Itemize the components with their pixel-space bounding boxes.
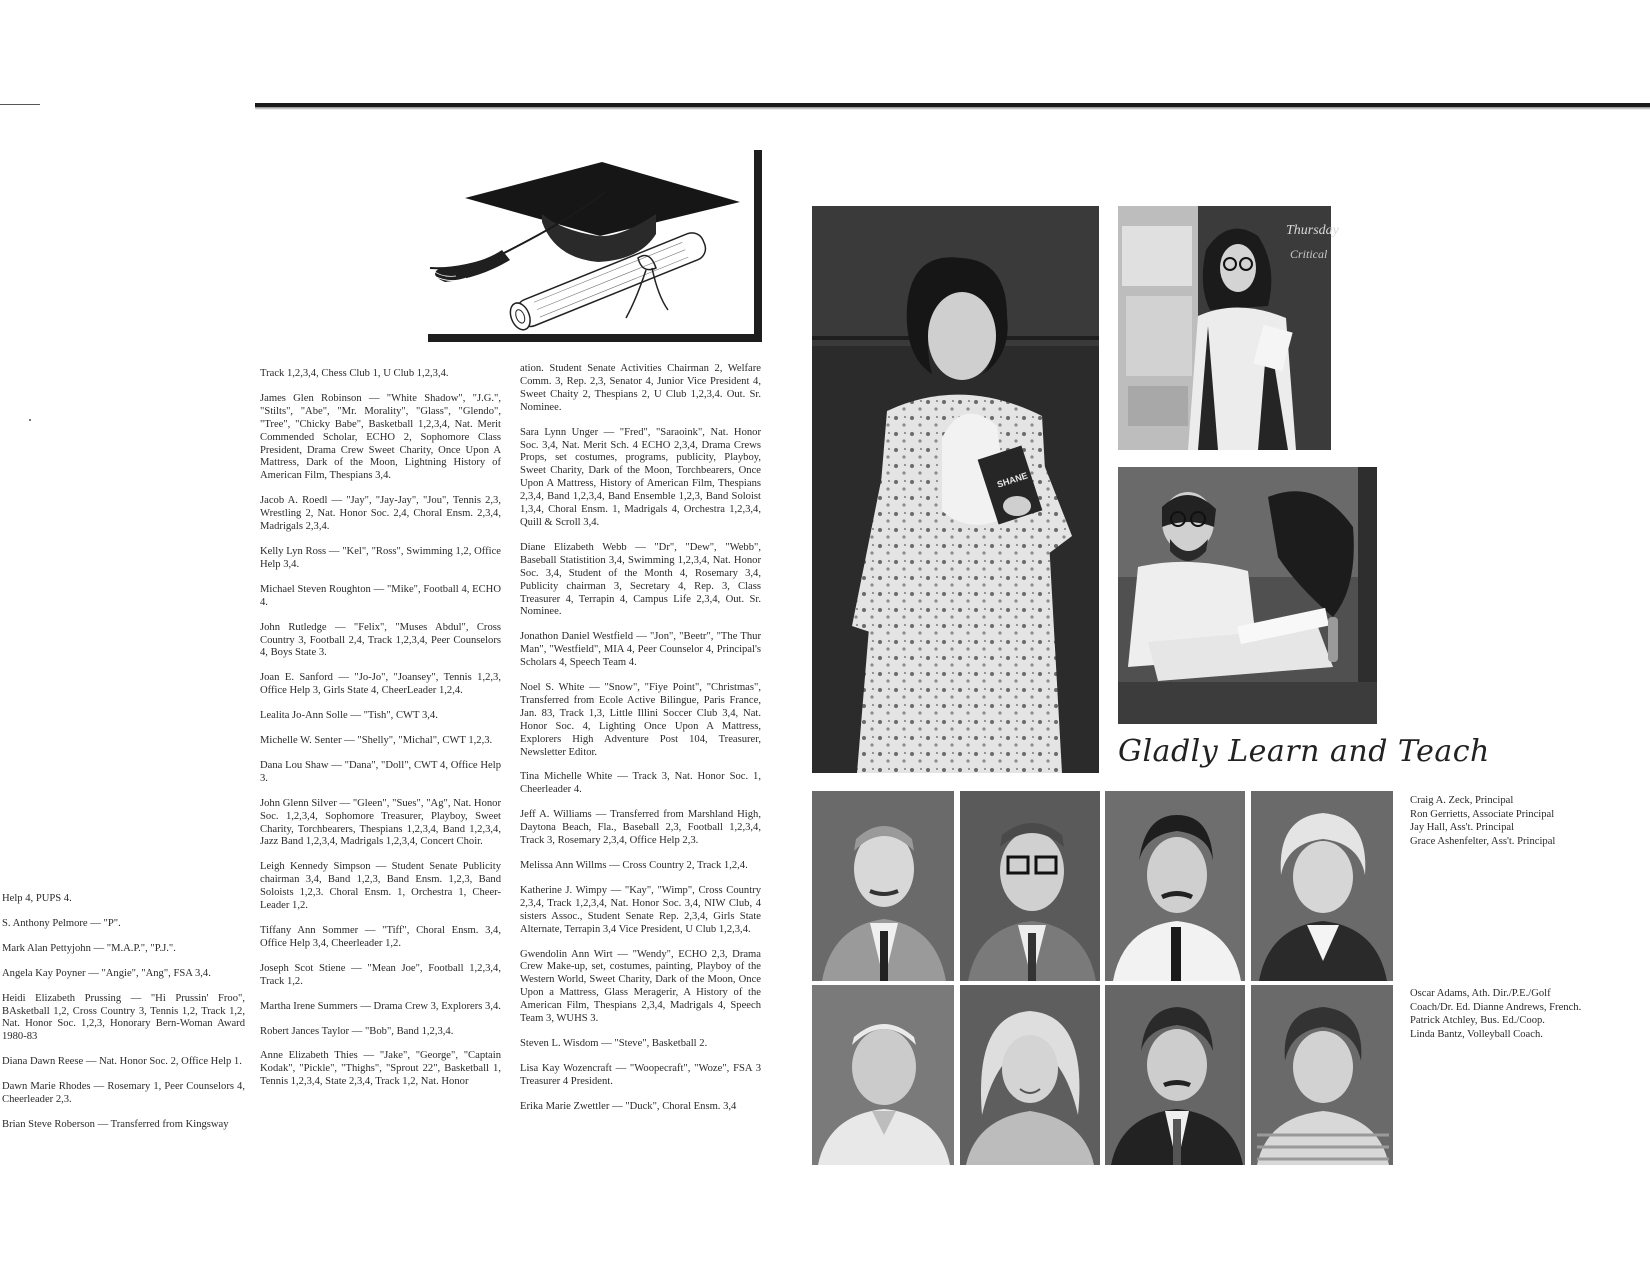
staff-portrait	[1105, 985, 1245, 1165]
entry-text: Anne Elizabeth Thies — "Jake", "George", "Captain Kodak", "Pickle", "Thighs", "Sprout 22", Basketball 1, Tennis 1,2,3,4, State 2,3,4, Track 1,2, Nat. Honor	[260, 1050, 501, 1088]
entry-text: Angela Kay Poyner — "Angie", "Ang", FSA 3,4.	[2, 967, 211, 979]
entry-text: John Glenn Silver — "Gleen", "Sues", "Ag", Nat. Honor Soc. 1,2,3,4, Sophomore Treasurer, Playboy, Sweet Charity, Torchbearers, Thespians 1,2,3,4, Band 1,2,3,4, Jazz Band 1,2,3,4, Madrigals 1,2,3,4, Concert Choir.	[260, 797, 501, 848]
entry-text: Gwendolin Ann Wirt — "Wendy", ECHO 2,3, Drama Crew Make-up, set, costumes, painting, Playboy of the Western World, Sweet Charity, Dark of the Moon, Once Upon a Mattress, Glass Meragerir, A History of the American Film, Thespians 2,3,4, Madrigals 4, Speech Team 3, WUHS 3.	[520, 948, 761, 1025]
entry-text: Dawn Marie Rhodes — Rosemary 1, Peer Counselors 4, Cheerleader 2,3.	[2, 1081, 245, 1106]
senior-list-middle-column	[260, 368, 501, 1101]
entry-text: Robert Jances Taylor — "Bob", Band 1,2,3,4.	[260, 1025, 454, 1037]
teacher-reading-photo	[812, 206, 1099, 773]
entry-text: Michelle W. Senter — "Shelly", "Michal", CWT 1,2,3.	[260, 735, 493, 747]
teacher-chalkboard-photo	[1118, 206, 1339, 450]
graduation-cap-illustration	[420, 150, 764, 344]
staff-portrait	[960, 985, 1100, 1165]
chalkboard-text: Thursday	[1286, 223, 1339, 238]
entry-text: Mark Alan Pettyjohn — "M.A.P.", "P.J.".	[2, 942, 176, 954]
caption-line: Patrick Atchley, Bus. Ed./Coop.	[1410, 1015, 1545, 1027]
caption-line: Linda Bantz, Volleyball Coach.	[1410, 1028, 1543, 1040]
entry-text: John Rutledge — "Felix", "Muses Abdul", Cross Country 3, Football 2,4, Track 1,2,3,4, Peer Counselors 4, Boys State 3.	[260, 621, 501, 659]
entry-text: Melissa Ann Willms — Cross Country 2, Track 1,2,4.	[520, 860, 748, 871]
entry-text: Heidi Elizabeth Prussing — "Hi Prussin' Froo", BAsketball 1,2, Cross Country 3, Tennis 1,2, Track 1,2, Nat. Honor Soc. 1,2,3, Honorary Bern-Woman Award 1980-83	[2, 992, 245, 1043]
entry-text: Erika Marie Zwettler — "Duck", Choral Ensm. 3,4	[520, 1100, 737, 1112]
caption-line: Jay Hall, Ass't. Principal	[1410, 822, 1515, 834]
entry-text: Katherine J. Wimpy — "Kay", "Wimp", Cross Country 2,3,4, Track 1,2,3,4, Nat. Honor Soc. 3,4, NIW Club, 4 sisters Assoc., Student Senate Rep. 2,3,4, Girls State Alternate, Terrapin 3,4 Vice President, U Club 1,2,3,4.	[520, 884, 761, 935]
entry-text: S. Anthony Pelmore — "P".	[2, 917, 121, 929]
entry-text: Track 1,2,3,4, Chess Club 1, U Club 1,2,3,4.	[260, 368, 449, 379]
entry-text: Help 4, PUPS 4.	[2, 893, 72, 904]
caption-line: Craig A. Zeck, Principal	[1410, 795, 1514, 806]
scan-speck	[29, 419, 31, 421]
entry-text: Diana Dawn Reese — Nat. Honor Soc. 2, Office Help 1.	[2, 1056, 242, 1068]
entry-text: Leigh Kennedy Simpson — Student Senate Publicity chairman 3,4, Band 1,2,3, Band Ensm. 1,2,3, Band Soloists 1,2,3. Choral Ensm. 1, Orchestra 1, Cheer-Leader 1,2.	[260, 861, 501, 912]
entry-text: ation. Student Senate Activities Chairman 2, Welfare Comm. 3, Rep. 2,3, Senator 4, Junior Vice President 4, Sweet Chaity 2, Thespians 2, U Club 1,2,3,4. Out. Sr. Nominee.	[520, 363, 761, 413]
entry-text: Kelly Lyn Ross — "Kel", "Ross", Swimming 1,2, Office Help 3,4.	[260, 545, 501, 570]
entry-text: Joan E. Sanford — "Jo-Jo", "Joansey", Tennis 1,2,3, Office Help 3, Girls State 4, CheerLeader 1,2,4.	[260, 672, 501, 697]
page-rule-left	[0, 104, 40, 105]
staff-portrait	[812, 985, 954, 1165]
staff-portrait	[1105, 791, 1245, 981]
entry-text: Lisa Kay Wozencraft — "Woopecraft", "Woze", FSA 3 Treasurer 4 President.	[520, 1062, 761, 1087]
caption-line: Oscar Adams, Ath. Dir./P.E./Golf	[1410, 988, 1551, 999]
entry-text: Tina Michelle White — Track 3, Nat. Honor Soc. 1, Cheerleader 4.	[520, 771, 761, 796]
staff-caption-faculty	[1410, 987, 1645, 1041]
entry-text: James Glen Robinson — "White Shadow", "J.G.", "Stilts", "Abe", "Mr. Morality", "Glass", "Glendo", "Tree", "Chicky Babe", Basketball 1,2,3,4, Nat. Merit Commended Scholar, ECHO 2, Sophomore Class President, Drama Crew Sweet Charity, Once Upon A Mattress, Dark of the Moon, Lightning History of American Film, Thespians 3,4.	[260, 392, 501, 482]
staff-portrait	[1251, 985, 1393, 1165]
book-title-text: SHANE	[995, 470, 1029, 490]
page-top-rule-shadow	[255, 107, 1650, 110]
caption-line: Coach/Dr. Ed. Dianne Andrews, French.	[1410, 1001, 1582, 1013]
entry-text: Jeff A. Williams — Transferred from Marshland High, Daytona Beach, Fla., Baseball 2,3, Football 1,2,3,4, Track 3, Rosemary 2,3,4, Office Help 2,3.	[520, 809, 761, 847]
entry-text: Brian Steve Roberson — Transferred from Kingsway	[2, 1118, 229, 1130]
entry-text: Sara Lynn Unger — "Fred", "Saraoink", Nat. Honor Soc. 3,4, Nat. Merit Sch. 4 ECHO 2,3,4, Drama Crews Props, set costumes, programs, publicity, Playboy, Sweet Charity, Dark of the Moon, Torchbearers, Once Upon A Mattress, History of American Film, Thespians 2,3,4, Band 1,2,3,4, Band Ensemble 1,2,3, Band Soloist 1,3,4, Choral Ensm. 1, Madrigals 4, Orchestra 1,2,3,4, Quill & Scroll 3,4.	[520, 426, 761, 528]
caption-line: Grace Ashenfelter, Ass't. Principal	[1410, 835, 1556, 847]
staff-portrait	[812, 791, 954, 981]
staff-caption-administration	[1410, 794, 1645, 848]
entry-text: Dana Lou Shaw — "Dana", "Doll", CWT 4, Office Help 3.	[260, 759, 501, 784]
senior-list-right-column	[520, 363, 761, 1121]
chalkboard-text: Critical	[1290, 247, 1328, 261]
entry-text: Martha Irene Summers — Drama Crew 3, Explorers 3,4.	[260, 1000, 501, 1012]
section-title: Gladly Learn and Teach	[1118, 734, 1490, 769]
entry-text: Michael Steven Roughton — "Mike", Football 4, ECHO 4.	[260, 583, 501, 608]
entry-text: Joseph Scot Stiene — "Mean Joe", Football 1,2,3,4, Track 1,2.	[260, 962, 501, 987]
teacher-grading-photo	[1118, 467, 1377, 724]
staff-portrait	[1251, 791, 1393, 981]
entry-text: Jonathon Daniel Westfield — "Jon", "Beetr", "The Thur Man", "Westfield", MIA 4, Peer Counselor 4, Principal's Scholars 4, Speech Team 4.	[520, 631, 761, 669]
entry-text: Lealita Jo-Ann Solle — "Tish", CWT 3,4.	[260, 710, 438, 722]
entry-text: Diane Elizabeth Webb — "Dr", "Dew", "Webb", Baseball Statistition 3,4, Swimming 1,2,3,4, Nat. Honor Soc. 3,4, Student of the Month 4, Rosemary 3,4, Publicity chairman 3, Secretary 4, Rep. 3, Class Treasurer 4, Terrapin 4, Campus Life 2,3,4, Out. Sr. Nominee.	[520, 541, 761, 618]
entry-text: Noel S. White — "Snow", "Fiye Point", "Christmas", Transferred from Ecole Active Bilingue, Paris France, Jan. 83, Track 1,3, Little Illini Soccer Club 3,4, Nat. Honor Soc. 4, Lighting Once Upon A Mattress, Explorers High Adventure Post 104, Treasurer, Newsletter Editor.	[520, 682, 761, 758]
entry-text: Steven L. Wisdom — "Steve", Basketball 2.	[520, 1037, 708, 1049]
entry-text: Jacob A. Roedl — "Jay", "Jay-Jay", "Jou", Tennis 2,3, Wrestling 2, Nat. Honor Soc. 2,4, Choral Ensm. 2,3,4, Madrigals 2,3,4.	[260, 495, 501, 533]
caption-line: Ron Gerrietts, Associate Principal	[1410, 808, 1555, 820]
staff-portrait	[960, 791, 1100, 981]
senior-list-left-column	[2, 893, 245, 1144]
entry-text: Tiffany Ann Sommer — "Tiff", Choral Ensm. 3,4, Office Help 3,4, Cheerleader 1,2.	[260, 925, 501, 949]
